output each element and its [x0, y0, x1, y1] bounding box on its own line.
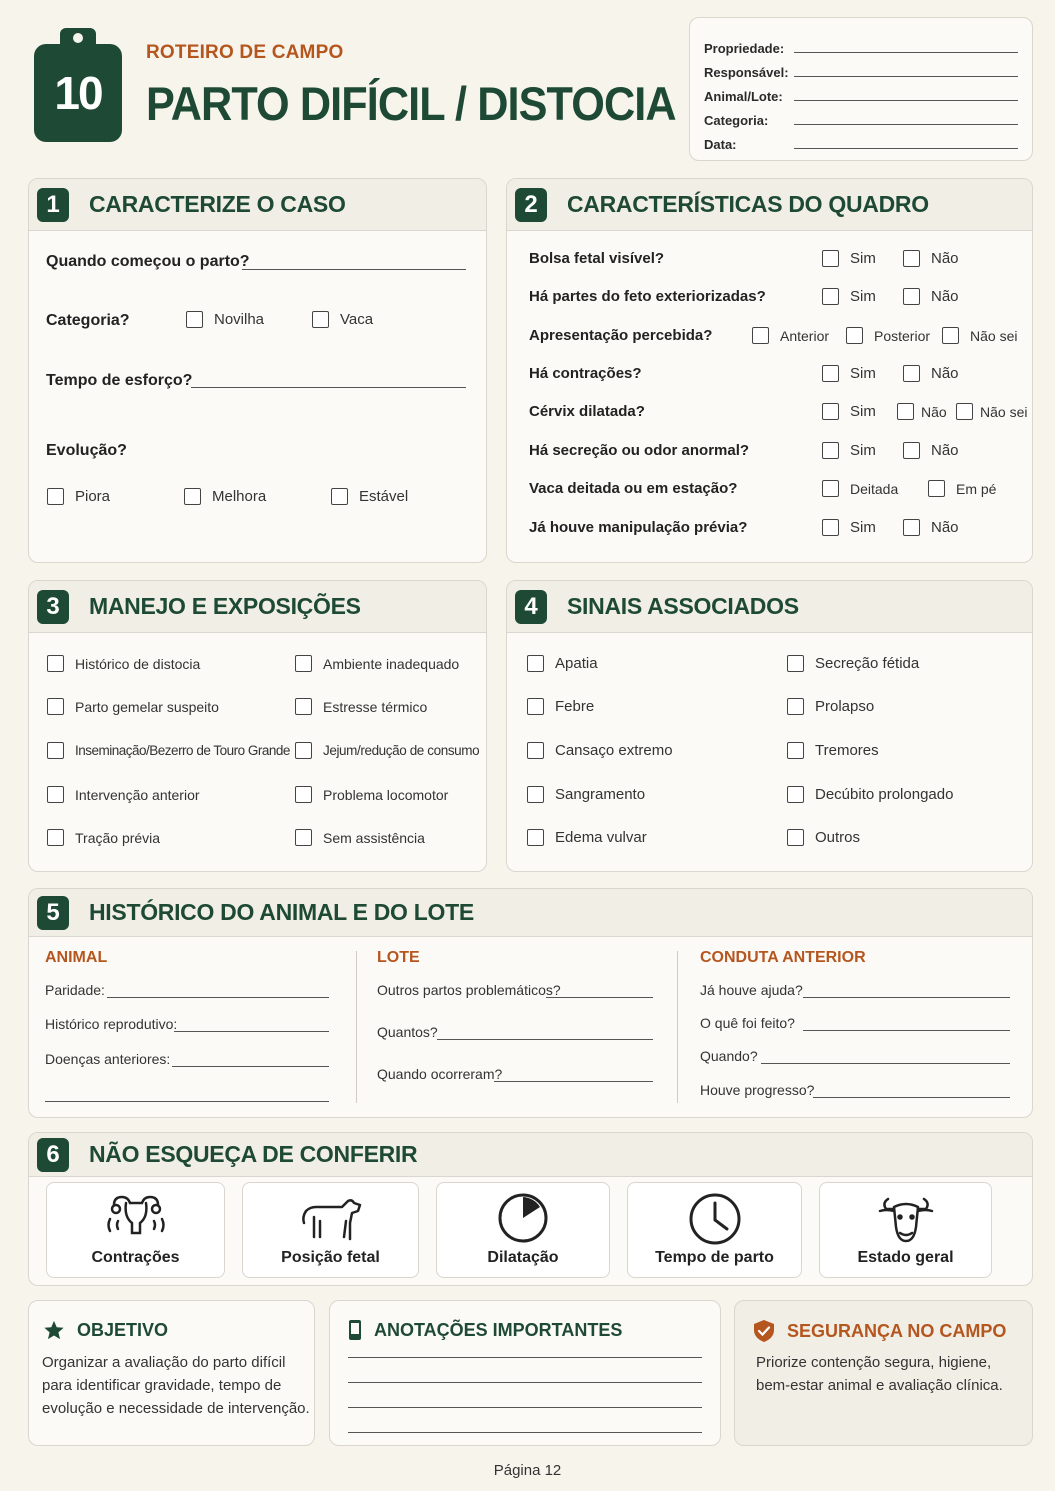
- info-label: Data:: [704, 137, 737, 152]
- option-novilha[interactable]: [186, 311, 264, 328]
- section-3-panel: [28, 580, 487, 872]
- item-label: Sangramento: [555, 786, 646, 803]
- section-1-panel: [28, 178, 487, 563]
- item-label: Cansaço extremo: [555, 742, 673, 759]
- page-number: Página 12: [493, 1462, 562, 1479]
- extra-notes-field[interactable]: [45, 1101, 329, 1102]
- field-label: Doenças anteriores:: [45, 1051, 171, 1067]
- section-header: [29, 889, 1032, 937]
- info-label: Animal/Lote:: [704, 89, 783, 104]
- question-label: Há secreção ou odor anormal?: [529, 442, 750, 459]
- objetivo-text: [42, 1351, 310, 1420]
- question-label: Há contrações?: [529, 365, 642, 382]
- checkbox[interactable]: [822, 519, 839, 536]
- option-label: Não: [931, 519, 959, 536]
- checkbox[interactable]: [295, 655, 312, 672]
- cow-head-icon: [874, 1191, 938, 1247]
- objetivo-header: [43, 1319, 168, 1341]
- checkbox[interactable]: [903, 519, 920, 536]
- option-label: Em pé: [956, 480, 997, 497]
- checklist-item[interactable]: [527, 655, 598, 672]
- item-label: Ambiente inadequado: [323, 655, 460, 672]
- check-card-tempo-de-parto: [627, 1182, 802, 1278]
- option-sim[interactable]: [822, 250, 876, 267]
- text-line: bem-estar animal e avaliação clínica.: [756, 1377, 1003, 1394]
- checkbox[interactable]: [928, 480, 945, 497]
- doencas-anteriores-field[interactable]: [172, 1066, 329, 1067]
- checkbox[interactable]: [903, 288, 920, 305]
- checklist-item[interactable]: [787, 786, 953, 803]
- option-nao[interactable]: [903, 519, 959, 536]
- item-label: Prolapso: [815, 698, 875, 715]
- column-heading-lote: LOTE: [377, 949, 420, 966]
- checkbox[interactable]: [822, 365, 839, 382]
- notes-line[interactable]: [348, 1432, 702, 1433]
- option-label: Sim: [850, 403, 876, 420]
- item-label: Estresse térmico: [323, 698, 428, 715]
- info-box: [689, 17, 1033, 161]
- item-label: Inseminação/Bezerro de Touro Grande: [75, 743, 290, 758]
- column-heading-conduta: CONDUTA ANTERIOR: [700, 949, 866, 966]
- option-label: Vaca: [340, 311, 374, 328]
- seguranca-text: [756, 1351, 1003, 1397]
- checkbox[interactable]: [184, 488, 201, 505]
- historico-reprodutivo-field[interactable]: [174, 1031, 329, 1032]
- quantos-field[interactable]: [437, 1039, 653, 1040]
- item-label: Sem assistência: [323, 829, 425, 846]
- field-label: Paridade:: [45, 982, 105, 998]
- checkbox[interactable]: [527, 786, 544, 803]
- checkbox[interactable]: [331, 488, 348, 505]
- checkbox[interactable]: [186, 311, 203, 328]
- seguranca-header: [753, 1319, 1006, 1343]
- check-card-estado-geral: [819, 1182, 992, 1278]
- item-label: Secreção fétida: [815, 655, 920, 672]
- notes-line[interactable]: [348, 1407, 702, 1408]
- option-posterior[interactable]: [846, 327, 930, 344]
- item-label: Tremores: [815, 742, 879, 759]
- houve-ajuda-field[interactable]: [803, 997, 1010, 998]
- section-number: 2: [515, 188, 547, 222]
- item-label: Parto gemelar suspeito: [75, 698, 219, 715]
- question-label: Vaca deitada ou em estação?: [529, 480, 738, 497]
- option-deitada[interactable]: [822, 480, 898, 497]
- question-label: Categoria?: [46, 312, 130, 329]
- option-label: Não: [931, 288, 959, 305]
- option-sim[interactable]: [822, 519, 876, 536]
- option-sim[interactable]: [822, 288, 876, 305]
- text-line: Priorize contenção segura, higiene,: [756, 1354, 992, 1371]
- section-number: 6: [37, 1138, 69, 1172]
- checkbox[interactable]: [47, 655, 64, 672]
- star-icon: [43, 1319, 65, 1341]
- checklist-item[interactable]: [787, 655, 919, 672]
- header-number: 10: [54, 67, 102, 119]
- option-label: Anterior: [780, 327, 830, 344]
- option-estavel[interactable]: [331, 488, 408, 505]
- checkbox[interactable]: [903, 250, 920, 267]
- card-label: Dilatação: [487, 1249, 559, 1266]
- checklist-item[interactable]: [527, 829, 647, 846]
- field-label: Outros partos problemáticos?: [377, 982, 561, 998]
- option-nao[interactable]: [903, 365, 959, 382]
- option-label: Posterior: [874, 327, 931, 344]
- check-card-contracoes: [46, 1182, 225, 1278]
- card-label: Estado geral: [857, 1249, 954, 1266]
- checkbox[interactable]: [47, 488, 64, 505]
- checkbox[interactable]: [527, 829, 544, 846]
- card-label: Posição fetal: [281, 1249, 380, 1266]
- section-header: [29, 1133, 1032, 1177]
- checklist-item[interactable]: [295, 829, 425, 846]
- item-label: Decúbito prolongado: [815, 786, 954, 803]
- check-card-dilatacao: [436, 1182, 610, 1278]
- option-sim[interactable]: [822, 442, 876, 459]
- field-label: Já houve ajuda?: [700, 982, 803, 998]
- section-header: [507, 179, 1032, 231]
- option-melhora[interactable]: [184, 488, 266, 505]
- option-sim[interactable]: [822, 365, 876, 382]
- checklist-item[interactable]: [47, 698, 219, 715]
- field-label: Quando ocorreram?: [377, 1066, 503, 1082]
- text-line: para identificar gravidade, tempo de: [42, 1377, 282, 1394]
- option-label: Sim: [850, 442, 876, 459]
- info-field-categoria[interactable]: [794, 111, 1018, 125]
- option-nao[interactable]: [903, 442, 959, 459]
- question-label: Apresentação percebida?: [529, 327, 713, 344]
- checkbox[interactable]: [295, 829, 312, 846]
- checkbox[interactable]: [822, 250, 839, 267]
- section-header: [29, 179, 486, 231]
- option-label: Deitada: [850, 480, 899, 497]
- checkbox[interactable]: [903, 365, 920, 382]
- dilation-pie-icon: [496, 1191, 550, 1245]
- check-card-posicao-fetal: [242, 1182, 419, 1278]
- option-sim[interactable]: [822, 403, 876, 420]
- uterus-icon: [106, 1191, 166, 1243]
- card-label: Tempo de parto: [655, 1249, 774, 1266]
- field-label: O quê foi feito?: [700, 1015, 795, 1031]
- checkbox[interactable]: [295, 698, 312, 715]
- option-em-pe[interactable]: [928, 480, 996, 497]
- checkbox[interactable]: [787, 829, 804, 846]
- info-field-propriedade[interactable]: [794, 39, 1018, 53]
- option-piora[interactable]: [47, 488, 110, 505]
- option-label: Piora: [75, 488, 111, 505]
- field-label: Houve progresso?: [700, 1082, 815, 1098]
- option-label: Não: [931, 365, 959, 382]
- box-title: OBJETIVO: [77, 1319, 169, 1340]
- checklist-item[interactable]: [47, 829, 160, 846]
- option-nao[interactable]: [897, 403, 947, 420]
- outros-partos-field[interactable]: [546, 997, 653, 998]
- option-label: Sim: [850, 288, 876, 305]
- checkbox[interactable]: [897, 403, 914, 420]
- page-title: PARTO DIFÍCIL / DISTOCIA: [146, 77, 676, 130]
- effort-time-field[interactable]: [191, 387, 466, 388]
- phone-icon: [348, 1319, 362, 1341]
- checklist-item[interactable]: [295, 655, 459, 672]
- section-number: 4: [515, 590, 547, 624]
- objetivo-box: [28, 1300, 315, 1446]
- field-label: Histórico reprodutivo:: [45, 1016, 178, 1032]
- quando-field[interactable]: [761, 1063, 1010, 1064]
- option-nao-sei[interactable]: [942, 327, 1017, 344]
- option-anterior[interactable]: [752, 327, 829, 344]
- checkbox[interactable]: [822, 442, 839, 459]
- section-header: [507, 581, 1032, 633]
- checkbox[interactable]: [787, 655, 804, 672]
- question-label: Quando começou o parto?: [46, 253, 250, 270]
- checklist-item[interactable]: [527, 786, 645, 803]
- section-title: NÃO ESQUEÇA DE CONFERIR: [89, 1141, 418, 1167]
- notes-line[interactable]: [348, 1357, 702, 1358]
- column-divider: [356, 951, 357, 1103]
- field-label: Quantos?: [377, 1024, 438, 1040]
- paridade-field[interactable]: [107, 997, 329, 998]
- o-que-foi-feito-field[interactable]: [803, 1030, 1010, 1031]
- field-label: Quando?: [700, 1048, 758, 1064]
- option-label: Sim: [850, 519, 876, 536]
- option-label: Não: [931, 250, 959, 267]
- checkbox[interactable]: [47, 829, 64, 846]
- option-nao[interactable]: [903, 250, 959, 267]
- checkbox[interactable]: [787, 786, 804, 803]
- box-title: SEGURANÇA NO CAMPO: [787, 1320, 1007, 1341]
- seguranca-box: [734, 1300, 1033, 1446]
- checkbox[interactable]: [47, 786, 64, 803]
- item-label: Tração prévia: [75, 829, 161, 846]
- item-label: Apatia: [555, 655, 598, 672]
- section-number: 5: [37, 896, 69, 930]
- checkbox[interactable]: [312, 311, 329, 328]
- anotacoes-header: [348, 1319, 622, 1341]
- option-label: Sim: [850, 365, 876, 382]
- checkbox[interactable]: [903, 442, 920, 459]
- shield-icon: [753, 1319, 775, 1343]
- checkbox[interactable]: [787, 698, 804, 715]
- checkbox[interactable]: [956, 403, 973, 420]
- info-field-animal-lote[interactable]: [794, 87, 1018, 101]
- checklist-item[interactable]: [47, 742, 290, 759]
- checklist-item[interactable]: [47, 655, 200, 672]
- section-4-panel: [506, 580, 1033, 872]
- checkbox[interactable]: [752, 327, 769, 344]
- checklist-item[interactable]: [295, 742, 479, 759]
- checkbox[interactable]: [787, 742, 804, 759]
- question-label: Evolução?: [46, 442, 127, 459]
- section-number: 1: [37, 188, 69, 222]
- text-line: Organizar a avaliação do parto difícil: [42, 1354, 286, 1371]
- anotacoes-box: [329, 1300, 721, 1446]
- info-field-data[interactable]: [794, 135, 1018, 149]
- item-label: Histórico de distocia: [75, 655, 201, 672]
- item-label: Edema vulvar: [555, 829, 647, 846]
- checkbox[interactable]: [47, 742, 64, 759]
- checklist-item[interactable]: [295, 698, 427, 715]
- checkbox[interactable]: [527, 742, 544, 759]
- houve-progresso-field[interactable]: [813, 1097, 1010, 1098]
- calf-icon: [298, 1191, 364, 1243]
- checkbox[interactable]: [822, 403, 839, 420]
- option-label: Não sei: [980, 403, 1028, 420]
- section-number: 3: [37, 590, 69, 624]
- checkbox[interactable]: [527, 698, 544, 715]
- card-label: Contrações: [91, 1249, 180, 1266]
- header-kicker: ROTEIRO DE CAMPO: [146, 42, 344, 63]
- checklist-item[interactable]: [787, 698, 874, 715]
- item-label: Outros: [815, 829, 861, 846]
- checklist-item[interactable]: [527, 698, 594, 715]
- column-divider: [677, 951, 678, 1103]
- section-title: SINAIS ASSOCIADOS: [567, 593, 799, 619]
- question-label: Há partes do feto exteriorizadas?: [529, 288, 766, 305]
- option-label: Melhora: [212, 488, 267, 505]
- clock-icon: [687, 1191, 743, 1247]
- checklist-item[interactable]: [787, 829, 860, 846]
- section-title: CARACTERIZE O CASO: [89, 191, 346, 217]
- checkbox[interactable]: [942, 327, 959, 344]
- column-heading-animal: ANIMAL: [45, 949, 108, 966]
- item-label: Febre: [555, 698, 595, 715]
- option-vaca[interactable]: [312, 311, 373, 328]
- question-label: Cérvix dilatada?: [529, 403, 645, 420]
- checklist-item[interactable]: [47, 786, 200, 803]
- item-label: Intervenção anterior: [75, 786, 200, 803]
- section-title: MANEJO E EXPOSIÇÕES: [89, 593, 361, 619]
- option-label: Sim: [850, 250, 876, 267]
- notes-line[interactable]: [348, 1382, 702, 1383]
- quando-ocorreram-field[interactable]: [494, 1081, 653, 1082]
- section-header: [29, 581, 486, 633]
- checkbox[interactable]: [822, 480, 839, 497]
- option-nao[interactable]: [903, 288, 959, 305]
- option-label: Não: [921, 403, 947, 420]
- info-label: Responsável:: [704, 65, 789, 80]
- start-time-field[interactable]: [242, 269, 466, 270]
- checkbox[interactable]: [295, 742, 312, 759]
- option-label: Estável: [359, 488, 409, 505]
- box-title: ANOTAÇÕES IMPORTANTES: [374, 1319, 623, 1340]
- option-label: Não: [931, 442, 959, 459]
- checkbox[interactable]: [295, 786, 312, 803]
- section-5-panel: [28, 888, 1033, 1118]
- question-label: Bolsa fetal visível?: [529, 250, 665, 267]
- info-field-responsavel[interactable]: [794, 63, 1018, 77]
- checkbox[interactable]: [527, 655, 544, 672]
- option-label: Novilha: [214, 311, 265, 328]
- option-label: Não sei: [970, 327, 1018, 344]
- question-label: Tempo de esforço?: [46, 372, 193, 389]
- section-2-panel: [506, 178, 1033, 563]
- checklist-item[interactable]: [295, 786, 448, 803]
- item-label: Problema locomotor: [323, 786, 449, 803]
- question-label: Já houve manipulação prévia?: [529, 519, 748, 536]
- checklist-item[interactable]: [787, 742, 879, 759]
- checkbox[interactable]: [822, 288, 839, 305]
- checkbox[interactable]: [846, 327, 863, 344]
- info-label: Propriedade:: [704, 41, 785, 56]
- item-label: Jejum/redução de consumo: [323, 743, 480, 758]
- checkbox[interactable]: [47, 698, 64, 715]
- section-title: HISTÓRICO DO ANIMAL E DO LOTE: [89, 899, 474, 925]
- option-nao-sei[interactable]: [956, 403, 1027, 420]
- section-title: CARACTERÍSTICAS DO QUADRO: [567, 191, 929, 217]
- checklist-item[interactable]: [527, 742, 673, 759]
- text-line: evolução e necessidade de intervenção.: [42, 1400, 310, 1417]
- info-label: Categoria:: [704, 113, 769, 128]
